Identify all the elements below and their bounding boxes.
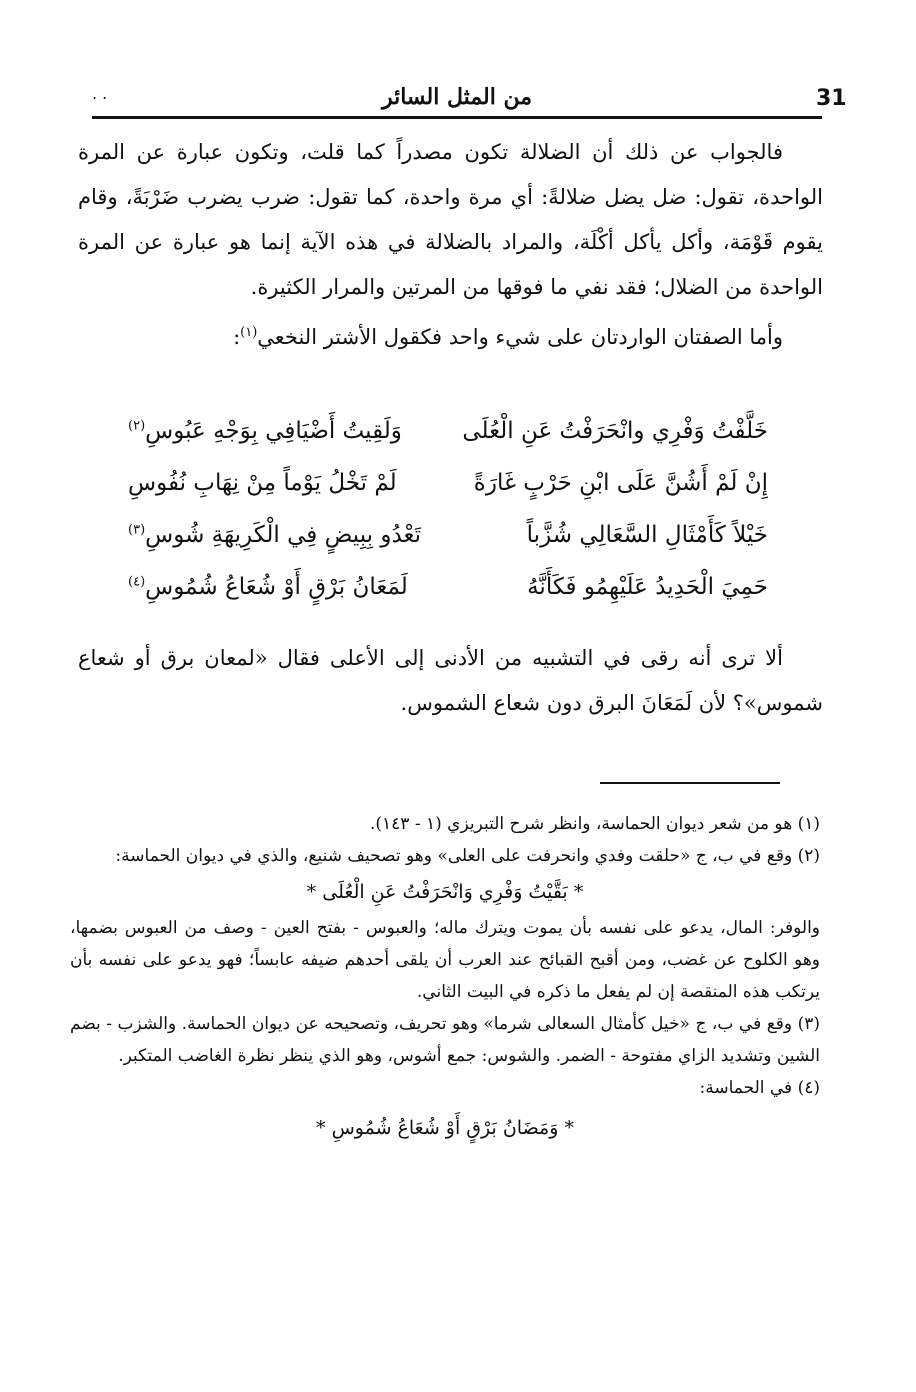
verse-line (128, 470, 768, 522)
main-text (78, 130, 823, 360)
verse-first-hemistich: إِنْ لَمْ أَشُنَّ عَلَى ابْنِ حَرْبٍ غَارَةً (473, 470, 768, 496)
footnotes (70, 808, 820, 1152)
verse-line (128, 574, 768, 626)
commentary (78, 636, 823, 726)
header-rule (92, 116, 822, 119)
verse-first-hemistich: خَيْلاً كَأَمْثَالِ السَّعَالِي شُزَّباً (526, 522, 768, 548)
poem (128, 418, 768, 626)
verse-line (128, 522, 768, 574)
paragraph-two-end: : (233, 325, 241, 349)
hemistich-text: لَمَعَانُ بَرْقٍ أَوْ شُعَاعُ شُمُوسِ (145, 574, 408, 600)
footnote-ref: (١) (240, 325, 258, 340)
paragraph-two-text: وأما الصفتان الواردتان على شيء واحد فكقول الأشتر النخعي (257, 325, 783, 349)
paragraph-two-attributes (78, 310, 823, 360)
hemistich-text: لَمْ تَخْلُ يَوْماً مِنْ نِهَابِ نُفُوسِ (128, 470, 397, 496)
running-title: من المثل السائر (381, 84, 533, 110)
footnote-4-verse: * وَمَضَانُ بَرْقٍ أَوْ شُعَاعُ شُمُوسِ * (316, 1117, 574, 1139)
footnote-3: (٣) وقع في ب، ج «خيل كأمثال السعالى شرما» وهو تحريف، وتصحيحه عن ديوان الحماسة. والشزب - بضم الشين وتشديد الزاي مفتوحة - الضمر. والشوس: جمع أشوس، وهو الذي ينظر نظرة الغاضب المتكبر. (70, 1014, 820, 1066)
verse-first-hemistich: حَمِيَ الْحَدِيدُ عَلَيْهِمُو فَكَأَنَّهُ (527, 574, 768, 600)
page-header (92, 72, 847, 120)
paragraph-answer: فالجواب عن ذلك أن الضلالة تكون مصدراً كما قلت، وتكون عبارة عن المرة الواحدة، تقول: ضل يضل ضلالةً: أي مرة واحدة، كما تقول: ضرب يضرب ضَرْبَةً، وقام يقوم قَوْمَة، وأكل يأكل أكْلَة، والمراد بالضلالة في هذه الآية إنما هو عبارة عن المرة الواحدة من الضلال؛ فقد نفي ما فوقها من المرتين والمرار الكثيرة. (78, 140, 823, 299)
header-dots: . . (92, 84, 108, 103)
verse-second-hemistich (128, 574, 408, 600)
footnote-2: (٢) وقع في ب، ج «حلقت وفدي وانحرفت على العلى» وهو تصحيف شنيع، والذي في ديوان الحماسة: (115, 846, 820, 866)
paragraph-commentary: ألا ترى أنه رقى في التشبيه من الأدنى إلى الأعلى فقال «لمعان برق أو شعاع شموس»؟ لأن لَمَعَانَ البرق دون شعاع الشموس. (78, 646, 823, 715)
hemistich-text: تَعْدُو بِبِيضٍ فِي الْكَرِيهَةِ شُوسِ (145, 522, 422, 548)
page-number: 31 (816, 86, 847, 111)
footnote-ref: (٤) (128, 574, 146, 590)
footnote-ref: (٣) (128, 522, 146, 538)
verse-second-hemistich (128, 418, 402, 444)
hemistich-text: وَلَقِيتُ أَضْيَافِي بِوَجْهِ عَبُوسِ (145, 418, 402, 444)
footnote-4: (٤) في الحماسة: (699, 1078, 820, 1098)
footnote-2-verse: * بَقَّيْتُ وَفْرِي وَانْحَرَفْتُ عَنِ الْعُلَى * (306, 881, 584, 903)
verse-second-hemistich (128, 470, 397, 496)
footnote-1: (١) هو من شعر ديوان الحماسة، وانظر شرح التبريزي (١ - ١٤٣). (369, 814, 820, 834)
footnote-2-explanation: والوفر: المال، يدعو على نفسه بأن يموت ويترك ماله؛ والعبوس - بفتح العين - وصف من العبوس بضمها، وهو الكلوح عن غضب، ومن أقبح القبائح عند العرب أن يلقى أحدهم ضيفه عابساً؛ فهو يدعو على نفسه بأن يرتكب هذه المنقصة إن لم يفعل ما ذكره في البيت الثاني. (70, 918, 820, 1002)
verse-line (128, 418, 768, 470)
footnote-separator (600, 782, 780, 784)
verse-second-hemistich (128, 522, 421, 548)
footnote-ref: (٢) (128, 418, 146, 434)
verse-first-hemistich: خَلَّفْتُ وَفْرِي وانْحَرَفْتُ عَنِ الْعُلَى (462, 418, 768, 444)
